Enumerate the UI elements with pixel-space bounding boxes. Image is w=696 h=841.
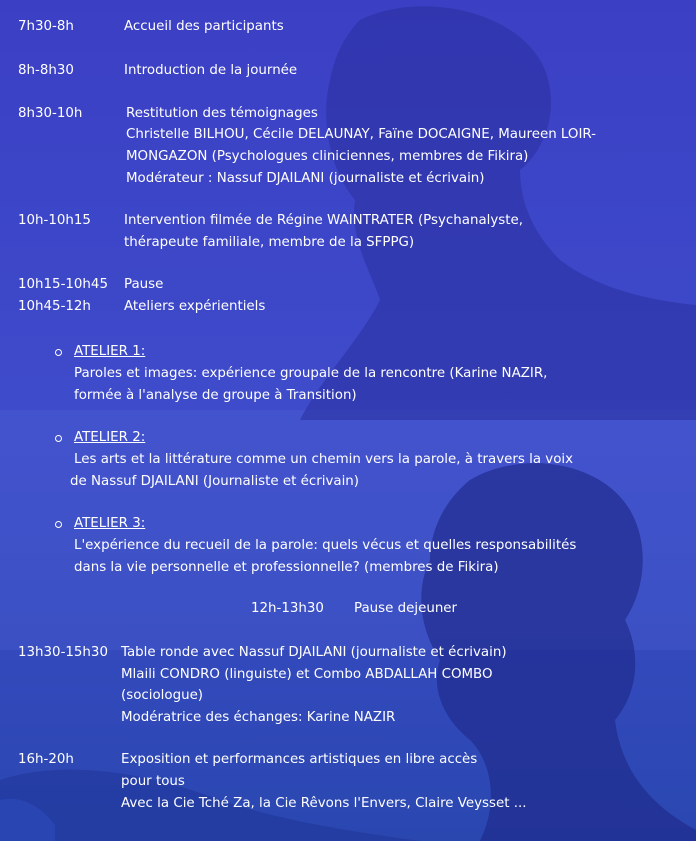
schedule-label: Intervention filmée de Régine WAINTRATER (Psychanalyste, bbox=[124, 213, 524, 228]
bullet-circle-icon bbox=[55, 349, 62, 356]
schedule-label: Exposition et performances artistiques en libre accès bbox=[121, 752, 478, 767]
atelier-detail: Les arts et la littérature comme un chemin vers la parole, à travers la voix bbox=[74, 452, 574, 467]
schedule-detail: Avec la Cie Tché Za, la Cie Rêvons l'Envers, Claire Veysset ... bbox=[121, 796, 527, 811]
bullet-circle-icon bbox=[55, 521, 62, 528]
atelier-detail: de Nassuf DJAILANI (Journaliste et écrivain) bbox=[70, 474, 360, 489]
schedule-detail: thérapeute familiale, membre de la SFPPG) bbox=[124, 235, 415, 250]
schedule-time: 8h30-10h bbox=[18, 106, 83, 121]
schedule-detail: (sociologue) bbox=[121, 688, 204, 703]
schedule-time: 16h-20h bbox=[18, 752, 74, 767]
atelier-detail: Paroles et images: expérience groupale de la rencontre (Karine NAZIR, bbox=[74, 366, 548, 381]
atelier-detail: formée à l'analyse de groupe à Transition) bbox=[74, 388, 357, 403]
schedule-label: Restitution des témoignages bbox=[126, 106, 318, 121]
schedule-detail: pour tous bbox=[121, 774, 185, 789]
schedule-label: Accueil des participants bbox=[124, 19, 284, 34]
atelier-title: ATELIER 2: bbox=[74, 430, 146, 445]
schedule-label: Pause bbox=[124, 277, 164, 292]
schedule-time: 10h-10h15 bbox=[18, 213, 91, 228]
schedule-label: Table ronde avec Nassuf DJAILANI (journaliste et écrivain) bbox=[121, 645, 507, 660]
schedule-label: Ateliers expérientiels bbox=[124, 299, 266, 314]
schedule-time: 10h15-10h45 bbox=[18, 277, 108, 292]
lunch-label: Pause dejeuner bbox=[354, 601, 458, 616]
schedule-detail: Modératrice des échanges: Karine NAZIR bbox=[121, 710, 396, 725]
schedule-time: 8h-8h30 bbox=[18, 63, 74, 78]
schedule-time: 13h30-15h30 bbox=[18, 645, 108, 660]
schedule-time: 10h45-12h bbox=[18, 299, 91, 314]
atelier-detail: dans la vie personnelle et professionnelle? (membres de Fikira) bbox=[74, 560, 499, 575]
bullet-circle-icon bbox=[55, 435, 62, 442]
schedule-detail: Modérateur : Nassuf DJAILANI (journaliste et écrivain) bbox=[126, 171, 485, 186]
atelier-title: ATELIER 3: bbox=[74, 516, 146, 531]
schedule-label: Introduction de la journée bbox=[124, 63, 298, 78]
schedule-detail: Christelle BILHOU, Cécile DELAUNAY, Faïne DOCAIGNE, Maureen LOIR- bbox=[126, 127, 596, 142]
schedule-detail: Mlaili CONDRO (linguiste) et Combo ABDALLAH COMBO bbox=[121, 667, 493, 682]
atelier-title: ATELIER 1: bbox=[74, 344, 146, 359]
lunch-time: 12h-13h30 bbox=[251, 601, 324, 616]
atelier-detail: L'expérience du recueil de la parole: quels vécus et quelles responsabilités bbox=[74, 538, 577, 553]
schedule-detail: MONGAZON (Psychologues cliniciennes, membres de Fikira) bbox=[126, 149, 529, 164]
schedule-time: 7h30-8h bbox=[18, 19, 74, 34]
